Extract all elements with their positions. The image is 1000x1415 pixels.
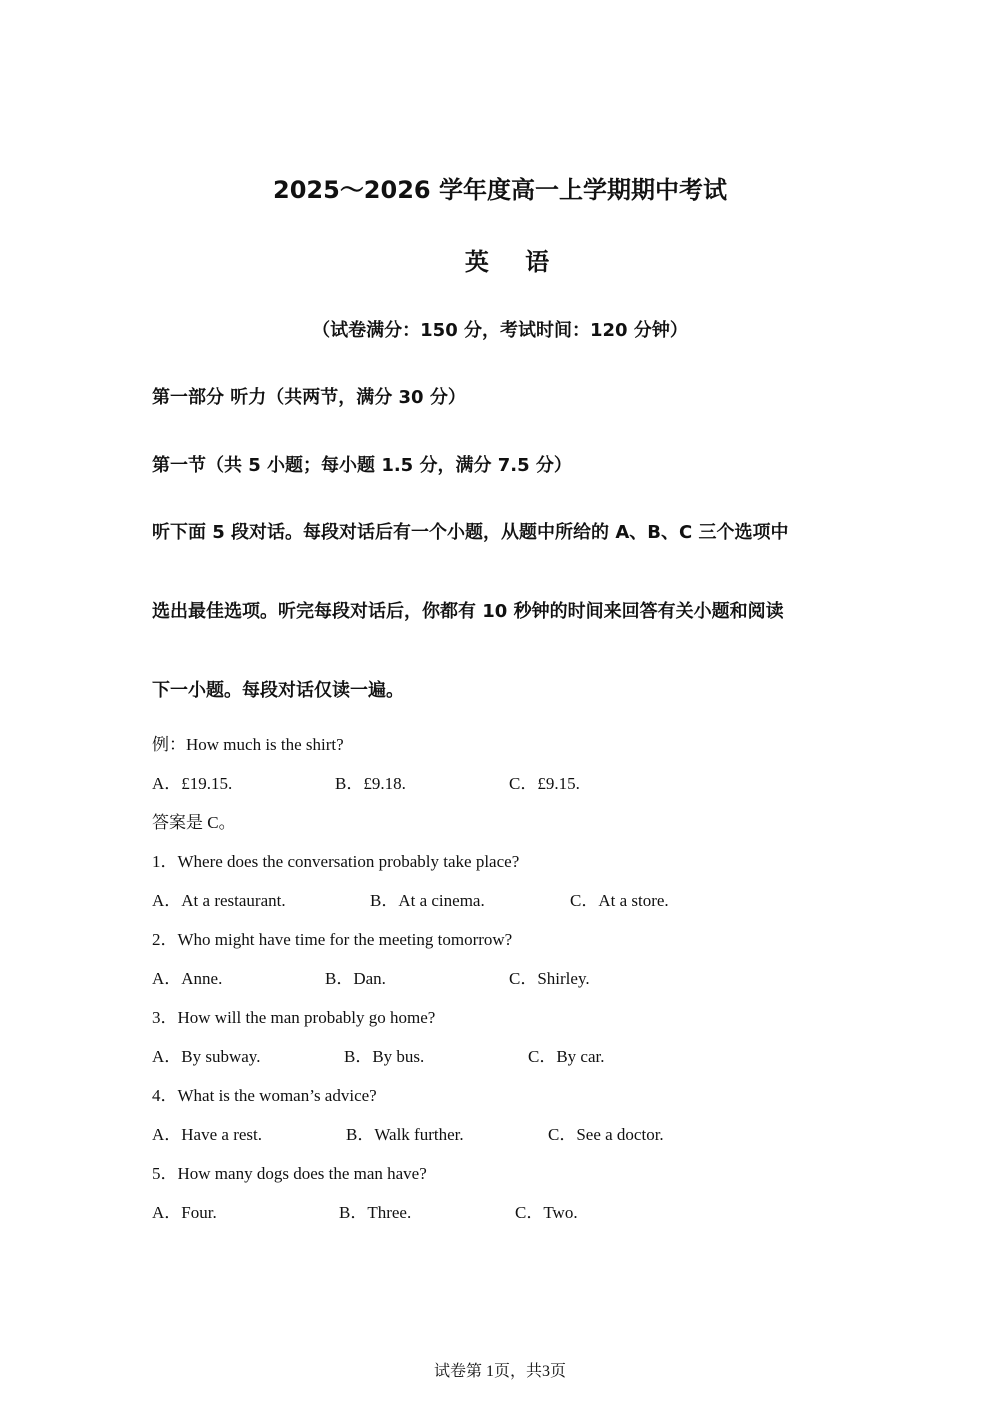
option-c: C．At a store. [570,891,669,910]
question-text: 2．Who might have time for the meeting tomorrow? [152,930,513,949]
option-b: B．Three. [339,1203,412,1222]
question-text: 1．Where does the conversation probably take place? [152,852,520,871]
section-heading: 第一节（共 5 小题；每小题 1.5 分，满分 7.5 分） [152,455,572,476]
option-a: A．£19.15. [152,774,233,793]
subject-title: 英 语 [464,248,564,276]
option-b: B．Dan. [325,969,386,988]
instruction-line: 下一小题。每段对话仅读一遍。 [152,680,404,701]
option-c: C．Shirley. [509,969,590,988]
option-c: C．By car. [528,1047,605,1066]
option-a: A．Anne. [152,969,223,988]
instruction-line: 听下面 5 段对话。每段对话后有一个小题，从题中所给的 A、B、C 三个选项中 [152,522,789,543]
option-a: A．Four. [152,1203,217,1222]
option-b: B．Walk further. [346,1125,464,1144]
question-text: 5．How many dogs does the man have? [152,1164,427,1183]
option-a: A．Have a rest. [152,1125,262,1144]
option-b: B．By bus. [344,1047,425,1066]
option-c: C．£9.15. [509,774,580,793]
question-text: 4．What is the woman’s advice? [152,1086,377,1105]
example-answer: 答案是 C。 [152,813,236,832]
instruction-line: 选出最佳选项。听完每段对话后，你都有 10 秒钟的时间来回答有关小题和阅读 [152,601,784,622]
exam-info: （试卷满分：150 分，考试时间：120 分钟） [312,320,688,341]
example-question: 例：How much is the shirt? [152,735,344,754]
option-c: C．Two. [515,1203,578,1222]
part-heading: 第一部分 听力（共两节，满分 30 分） [152,387,466,408]
option-b: B．£9.18. [335,774,406,793]
page-footer: 试卷第 1页，共3页 [433,1363,566,1380]
question-text: 3．How will the man probably go home? [152,1008,436,1027]
option-c: C．See a doctor. [548,1125,664,1144]
option-b: B．At a cinema. [370,891,485,910]
exam-title: 2025～2026 学年度高一上学期期中考试 [273,176,727,204]
option-a: A．By subway. [152,1047,261,1066]
option-a: A．At a restaurant. [152,891,286,910]
